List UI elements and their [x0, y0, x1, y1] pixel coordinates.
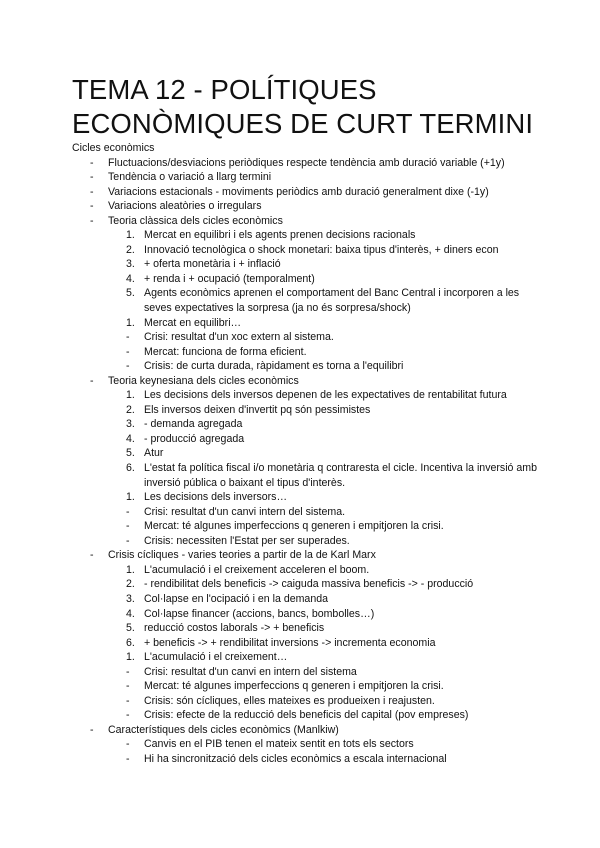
- section-heading: Cicles econòmics: [72, 142, 155, 154]
- list-number: 6.: [126, 462, 135, 475]
- list-item: [72, 214, 542, 229]
- list-item: [72, 592, 542, 607]
- list-item-text: Mercat: funciona de forma eficient.: [144, 345, 307, 358]
- list-item: [72, 359, 542, 374]
- dash-bullet: -: [126, 534, 130, 547]
- list-item: [72, 708, 542, 723]
- list-item-text: Atur: [144, 447, 164, 460]
- list-item: [72, 243, 542, 258]
- list-item-text: L'estat fa política fiscal i/o monetària q contraresta el cicle. Incentiva la inversió amb inversió pública o baixant el tipus d'interès.: [144, 462, 538, 489]
- list-number: 1.: [126, 389, 135, 402]
- list-item-text: Agents econòmics aprenen el comportament del Banc Central i incorporen a les seves expectatives la sorpresa (ja no és sorpresa/shock): [144, 287, 520, 315]
- list-item: [72, 199, 542, 214]
- list-item-text: + renda i + ocupació (temporalment): [144, 272, 315, 285]
- list-item-text: Crisis: són cícliques, elles mateixes es produeixen i reajusten.: [144, 694, 435, 707]
- list-number: 1.: [126, 316, 135, 329]
- list-item-text: Variacions estacionals - moviments periòdics amb duració generalment dixe (-1y): [108, 185, 489, 198]
- list-item: [72, 286, 542, 315]
- list-item-text: Canvis en el PIB tenen el mateix sentit en tots els sectors: [144, 738, 414, 751]
- list-number: 4.: [126, 607, 135, 620]
- dash-bullet: -: [126, 345, 130, 358]
- list-item: [72, 316, 542, 331]
- list-number: 3.: [126, 418, 135, 431]
- list-item-text: Característiques dels cicles econòmics (Manlkiw): [108, 723, 339, 736]
- list-number: 1.: [126, 491, 135, 504]
- list-number: 4.: [126, 432, 135, 445]
- list-item: [72, 330, 542, 345]
- list-number: 5.: [126, 287, 135, 300]
- outline-list: [72, 156, 542, 767]
- dash-bullet: -: [90, 200, 94, 213]
- list-item-text: reducció costos laborals -> + beneficis: [144, 622, 325, 635]
- list-item: [72, 563, 542, 578]
- list-item: [72, 403, 542, 418]
- list-number: 2.: [126, 578, 135, 591]
- list-item: [72, 723, 542, 738]
- list-item: [72, 548, 542, 563]
- list-number: 1.: [126, 229, 135, 242]
- list-item: [72, 694, 542, 709]
- dash-bullet: -: [90, 214, 94, 227]
- list-item: [72, 519, 542, 534]
- dash-bullet: -: [126, 709, 130, 722]
- list-item: [72, 257, 542, 272]
- list-item: [72, 185, 542, 200]
- list-item-text: Crisi: resultat d'un xoc extern al sistema.: [144, 331, 334, 344]
- list-number: 4.: [126, 272, 135, 285]
- dash-bullet: -: [126, 331, 130, 344]
- list-item: [72, 461, 542, 490]
- dash-bullet: -: [90, 171, 94, 184]
- dash-bullet: -: [90, 185, 94, 198]
- dash-bullet: -: [126, 680, 130, 693]
- list-item: [72, 272, 542, 287]
- list-number: 5.: [126, 447, 135, 460]
- dash-bullet: -: [126, 505, 130, 518]
- list-item: [72, 388, 542, 403]
- list-item: [72, 737, 542, 752]
- list-item-text: + beneficis -> + rendibilitat inversions -> incrementa economia: [144, 636, 436, 649]
- list-item-text: Els inversos deixen d'invertit pq són pessimistes: [144, 403, 371, 416]
- list-item-text: Col·lapse financer (accions, bancs, bombolles…): [144, 607, 375, 620]
- list-item: [72, 417, 542, 432]
- list-item-text: Fluctuacions/desviacions periòdiques respecte tendència amb duració variable (+1y): [108, 156, 505, 169]
- list-item: [72, 665, 542, 680]
- list-number: 5.: [126, 622, 135, 635]
- document-title: TEMA 12 - POLÍTIQUES ECONÒMIQUES DE CURT TERMINI: [72, 74, 534, 139]
- list-item: [72, 577, 542, 592]
- list-item: [72, 752, 542, 767]
- list-item-text: Tendència o variació a llarg termini: [108, 171, 272, 184]
- dash-bullet: -: [126, 520, 130, 533]
- list-item: [72, 170, 542, 185]
- list-number: 3.: [126, 592, 135, 605]
- list-item-text: Mercat: té algunes imperfeccions q generen i empitjoren la crisi.: [144, 680, 444, 693]
- list-number: 2.: [126, 403, 135, 416]
- list-item-text: Les decisions dels inversos depenen de les expectatives de rentabilitat futura: [144, 389, 507, 402]
- list-item-text: Col·lapse en l'ocipació i en la demanda: [144, 592, 328, 605]
- list-item-text: - producció agregada: [144, 432, 245, 445]
- list-item-text: Crisis cícliques - varies teories a partir de la de Karl Marx: [108, 549, 376, 562]
- list-number: 6.: [126, 636, 135, 649]
- dash-bullet: -: [90, 374, 94, 387]
- list-item: [72, 636, 542, 651]
- list-item: [72, 505, 542, 520]
- dash-bullet: -: [126, 752, 130, 765]
- list-item: [72, 374, 542, 389]
- list-item-text: Variacions aleatòries o irregulars: [108, 200, 262, 213]
- list-item-text: Mercat: té algunes imperfeccions q generen i empitjoren la crisi.: [144, 520, 444, 533]
- list-number: 1.: [126, 651, 135, 664]
- list-number: 3.: [126, 258, 135, 271]
- list-item-text: Crisis: de curta durada, ràpidament es torna a l'equilibri: [144, 360, 404, 373]
- list-item: [72, 650, 542, 665]
- document-body: [72, 141, 542, 767]
- list-item: [72, 534, 542, 549]
- dash-bullet: -: [90, 723, 94, 736]
- list-item: [72, 345, 542, 360]
- dash-bullet: -: [90, 549, 94, 562]
- list-item: [72, 156, 542, 171]
- dash-bullet: -: [126, 665, 130, 678]
- list-item-text: L'acumulació i el creixement…: [144, 651, 288, 664]
- list-item-text: Mercat en equilibri…: [144, 316, 242, 329]
- list-item: [72, 607, 542, 622]
- list-item-text: L'acumulació i el creixement acceleren el boom.: [144, 563, 370, 576]
- list-item-text: Crisi: resultat d'un canvi intern del sistema.: [144, 505, 346, 518]
- dash-bullet: -: [126, 738, 130, 751]
- list-item-text: Mercat en equilibri i els agents prenen decisions racionals: [144, 229, 416, 242]
- list-item-text: Teoria keynesiana dels cicles econòmics: [108, 374, 299, 387]
- dash-bullet: -: [126, 360, 130, 373]
- list-item: [72, 490, 542, 505]
- list-number: 2.: [126, 243, 135, 256]
- list-item: [72, 228, 542, 243]
- list-item-text: Les decisions dels inversors…: [144, 491, 288, 504]
- list-item-text: Teoria clàssica dels cicles econòmics: [108, 214, 283, 227]
- list-item: [72, 432, 542, 447]
- list-item-text: + oferta monetària i + inflació: [144, 258, 281, 271]
- list-item: [72, 621, 542, 636]
- list-item-text: - demanda agregada: [144, 418, 243, 431]
- list-number: 1.: [126, 563, 135, 576]
- dash-bullet: -: [126, 694, 130, 707]
- list-item-text: Hi ha sincronització dels cicles econòmics a escala internacional: [144, 752, 447, 765]
- dash-bullet: -: [90, 156, 94, 169]
- list-item-text: Crisi: resultat d'un canvi en intern del sistema: [144, 665, 357, 678]
- list-item: [72, 679, 542, 694]
- list-item-text: Crisis: necessiten l'Estat per ser superades.: [144, 534, 350, 547]
- list-item-text: Crisis: efecte de la reducció dels beneficis del capital (pov empreses): [144, 709, 469, 722]
- list-item: [72, 446, 542, 461]
- list-item-text: - rendibilitat dels beneficis -> caiguda massiva beneficis -> - producció: [144, 578, 474, 591]
- list-item-text: Innovació tecnològica o shock monetari: baixa tipus d'interès, + diners econ: [144, 243, 499, 256]
